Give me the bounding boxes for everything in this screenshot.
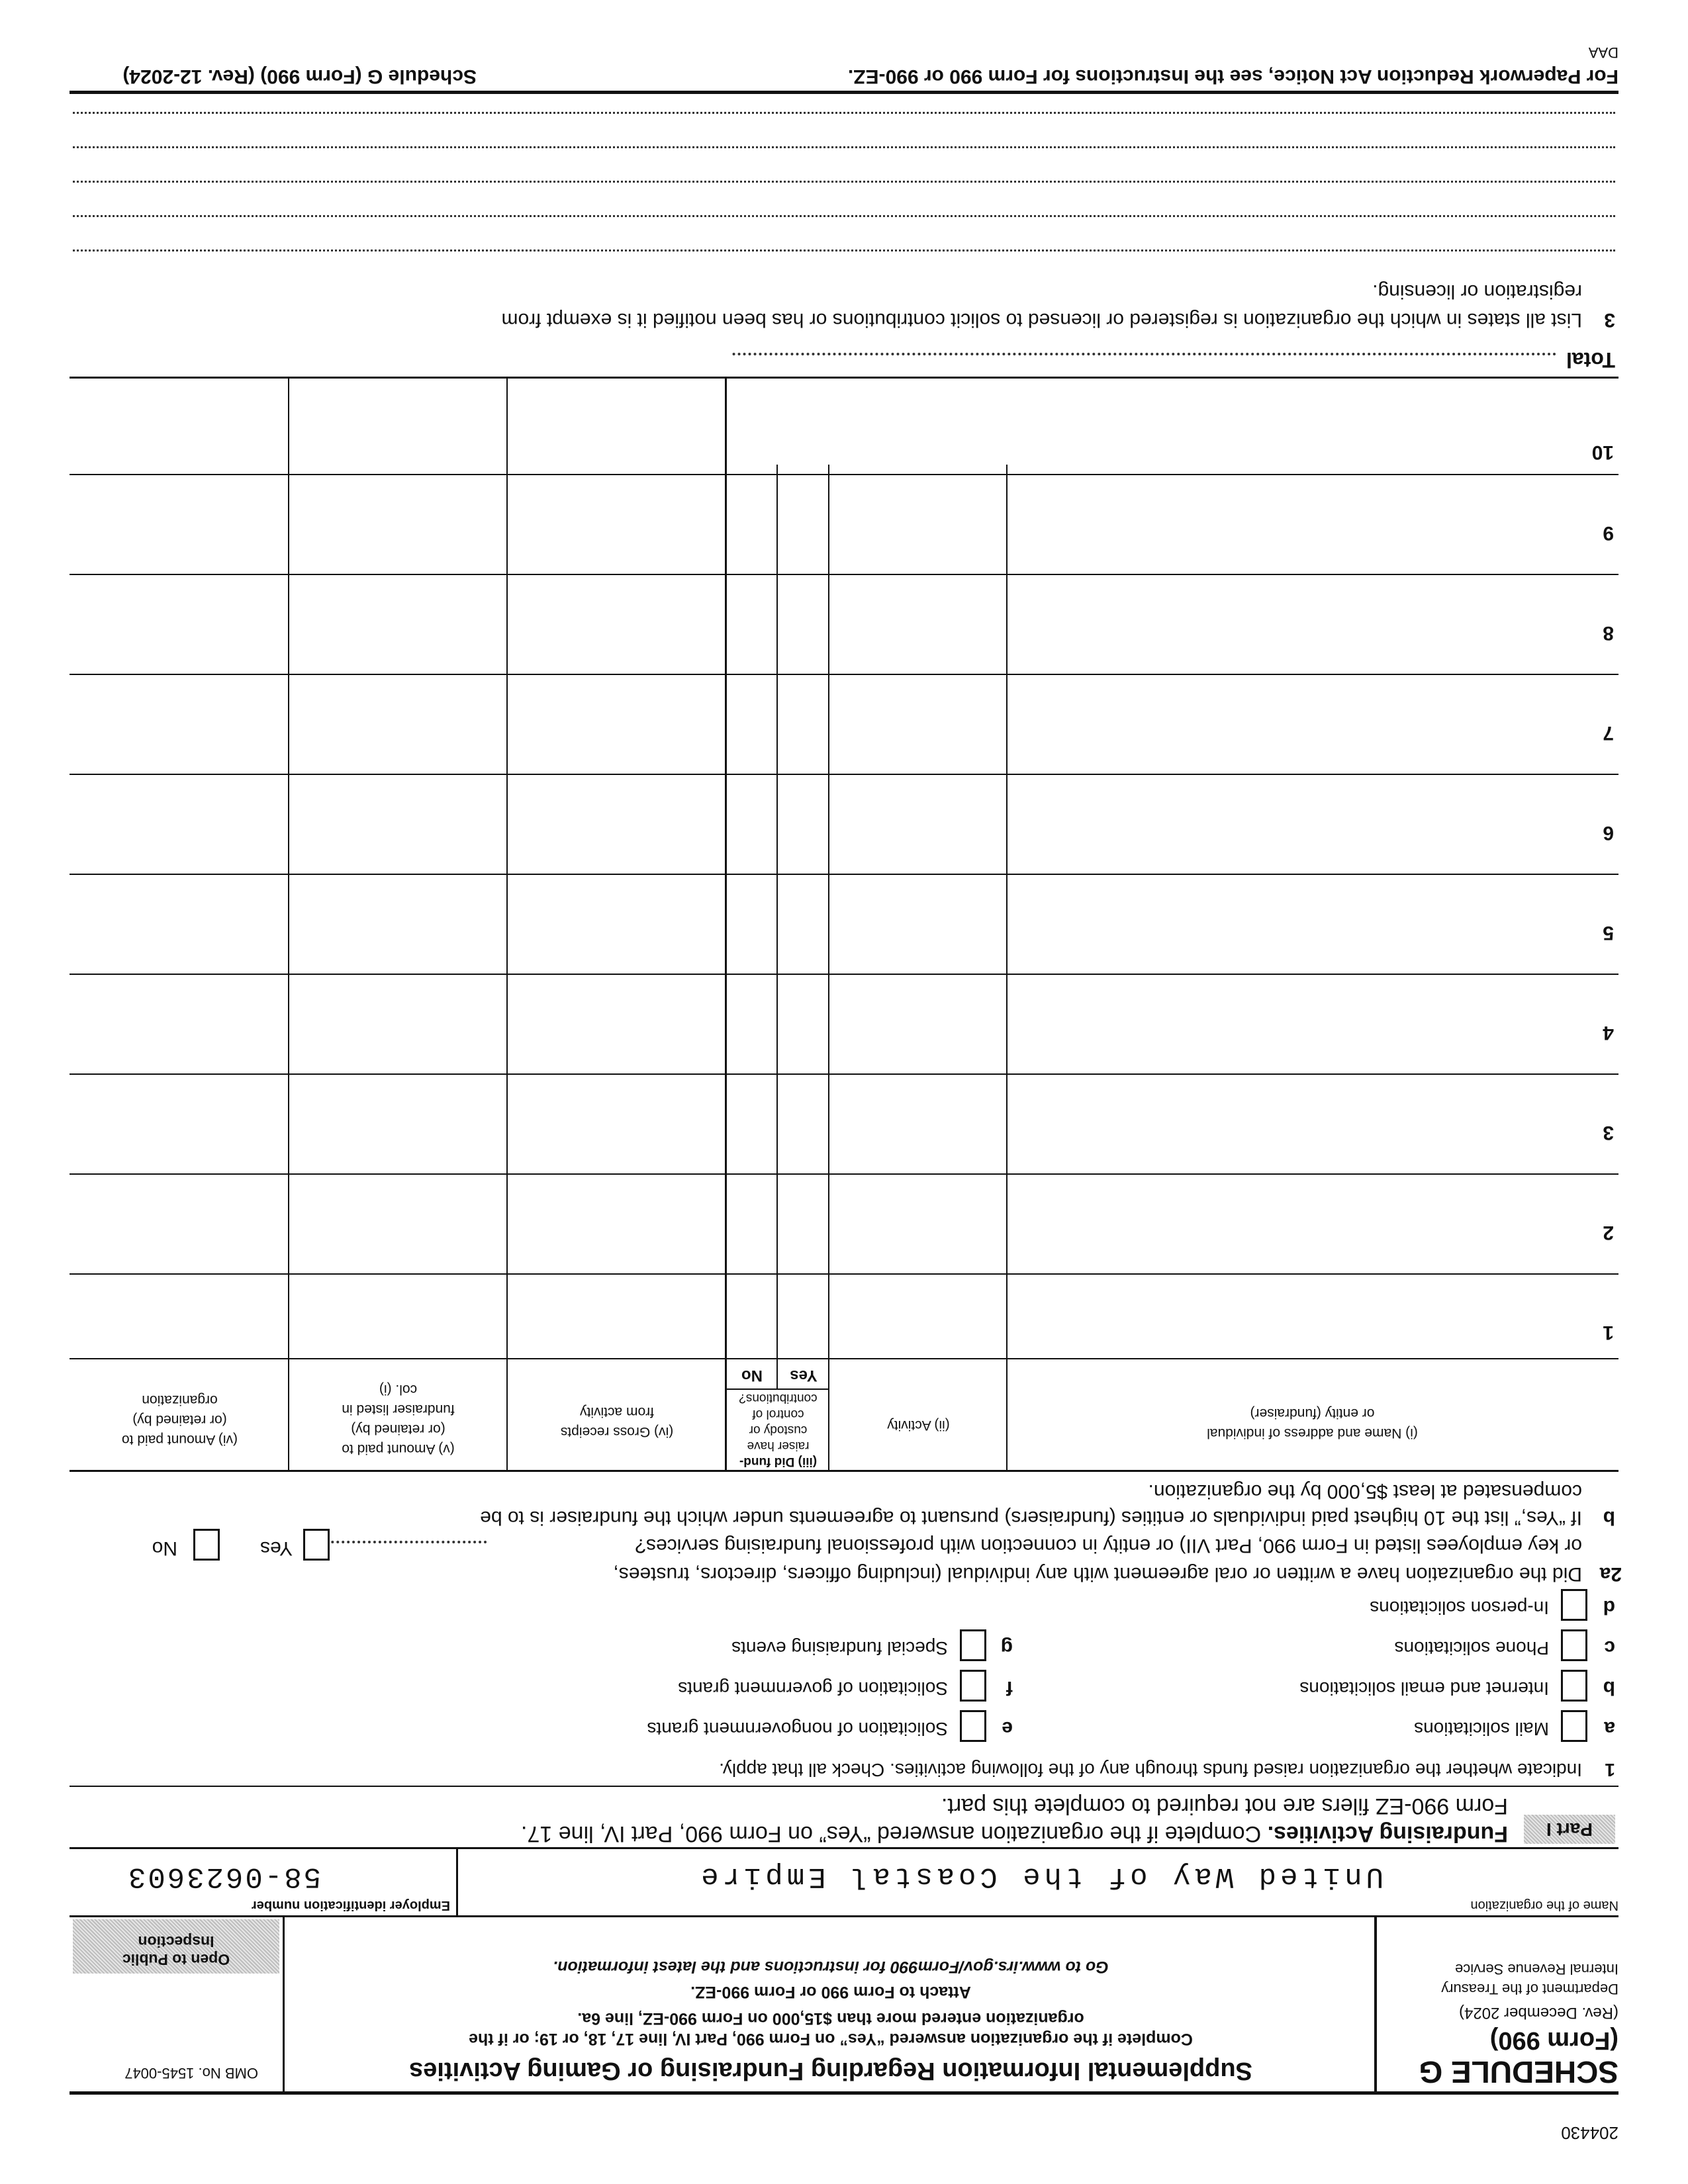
row-number-2: 2: [1603, 1222, 1614, 1244]
q2a-leader-dots: [331, 1541, 487, 1543]
col-paid-org-line2: (or retained by): [132, 1412, 227, 1428]
row-rule-4: [70, 974, 1618, 975]
row-number-9: 9: [1603, 522, 1614, 544]
q1f-letter: f: [1006, 1677, 1013, 1699]
col-custody-line1: (iii) Did fund-: [739, 1455, 818, 1469]
q2a-yes-checkbox[interactable]: [303, 1529, 330, 1561]
col-paid-org-line3: organization: [142, 1392, 218, 1408]
row-number-8: 8: [1603, 622, 1614, 644]
q1g-letter: g: [1000, 1637, 1013, 1659]
row-rule-2: [70, 1173, 1618, 1175]
instruction-attach: Attach to Form 990 or Form 990-EZ.: [690, 1983, 971, 2001]
q2a-no-label: No: [152, 1537, 177, 1559]
form-code: 204430: [1561, 2123, 1618, 2143]
col-paid-fundraiser-header: [291, 1379, 506, 1459]
row-number-1: 1: [1603, 1322, 1614, 1343]
row-number-4: 4: [1603, 1022, 1614, 1044]
q1c-letter: c: [1604, 1637, 1615, 1659]
col-paid-org-header: [72, 1390, 287, 1449]
col-divider-4: [506, 379, 508, 1472]
q1a-checkbox[interactable]: [1561, 1710, 1587, 1742]
col-custody-line5: contributions?: [739, 1391, 818, 1405]
part-title-rest: Complete if the organization answered “Yes” on Form 990, Part IV, line 17.: [520, 1821, 1268, 1846]
footer-schedule-ref: Schedule G (Form 990) (Rev. 12-2024): [122, 66, 477, 87]
states-answer-line-4[interactable]: [73, 146, 1615, 148]
col-paid-fundraiser-line1: (v) Amount paid to: [342, 1441, 455, 1457]
col-custody-line3: custody or: [749, 1423, 808, 1437]
q2a-text-line2: or key employees listed in Form 990, Part VII) or entity in connection with professional fundraising services?: [635, 1535, 1582, 1557]
q1d-letter: d: [1603, 1596, 1615, 1618]
col-divider-1: [1006, 465, 1008, 1472]
col-gross-receipts-line1: (iv) Gross receipts: [560, 1424, 674, 1439]
q1e-checkbox[interactable]: [960, 1710, 986, 1742]
q1d-label: In-person solicitations: [1370, 1598, 1549, 1618]
open-to-public-line2: Inspection: [138, 1933, 214, 1950]
part-heading-rule: [70, 1786, 1618, 1787]
org-name: United Way of the Coastal Empire: [697, 1860, 1383, 1893]
states-answer-line-5[interactable]: [73, 112, 1615, 114]
row-rule-9: [70, 474, 1618, 475]
col-divider-2: [828, 465, 829, 1472]
col-gross-receipts-header: [509, 1402, 725, 1441]
row-number-3: 3: [1603, 1122, 1614, 1144]
states-answer-line-1[interactable]: [73, 250, 1615, 251]
row-rule-5: [70, 874, 1618, 875]
q1g-checkbox[interactable]: [960, 1629, 986, 1661]
col-custody-yes: Yes: [790, 1367, 818, 1385]
q1c-label: Phone solicitations: [1394, 1638, 1549, 1659]
org-name-label: Name of the organization: [1470, 1898, 1618, 1913]
q1e-letter: e: [1002, 1717, 1013, 1739]
col-paid-fundraiser-line4: col. (i): [379, 1382, 418, 1397]
row-number-5: 5: [1603, 922, 1614, 944]
instruction-complete-2: organization entered more than $15,000 on Form 990-EZ, line 6a.: [577, 2009, 1084, 2028]
row-rule-6: [70, 774, 1618, 775]
ein-value: 58-0623603: [126, 1860, 321, 1893]
q2b-text-line1: If “Yes,” list the 10 highest paid individuals or entities (fundraisers) pursuant to agreements under which the fundraiser is to be: [480, 1507, 1582, 1529]
q1f-checkbox[interactable]: [960, 1670, 986, 1702]
q3-number: 3: [1604, 309, 1615, 331]
q2a-text-line1: Did the organization have a written or oral agreement with any individual (including officers, directors, trustees,: [613, 1563, 1582, 1585]
omb-number: OMB No. 1545-0047: [124, 2065, 258, 2081]
row-rule-7: [70, 674, 1618, 675]
row-rule-3: [70, 1073, 1618, 1075]
row-rule-1: [70, 1273, 1618, 1275]
col-custody-line4: control of: [752, 1407, 804, 1421]
col-name-header-line1: (i) Name and address of individual: [1207, 1426, 1418, 1441]
ein-label: Employer identification number: [251, 1898, 450, 1913]
header-bottom-rule: [70, 1915, 1618, 1917]
footer-rule: [70, 91, 1618, 94]
states-answer-line-3[interactable]: [73, 181, 1615, 183]
part-title: [521, 1821, 1508, 1846]
q1a-label: Mail solicitations: [1414, 1719, 1549, 1739]
col-divider-5: [288, 379, 289, 1472]
header-divider-left: [1374, 1917, 1377, 2093]
footer-paperwork: For Paperwork Reduction Act Notice, see the Instructions for Form 990 or 990-EZ.: [847, 66, 1618, 87]
col-name-header: [1009, 1403, 1615, 1443]
q3-text-line1: List all states in which the organization is registered or licensed to solicit contributions or has been notified it is exempt from: [501, 309, 1582, 331]
col-name-header-line2: or entity (fundraiser): [1250, 1406, 1375, 1421]
row-number-6: 6: [1603, 822, 1614, 844]
part-title-bold: Fundraising Activities.: [1267, 1821, 1508, 1846]
col-paid-org-line1: (vi) Amount paid to: [121, 1432, 238, 1447]
part-subtitle: Form 990-EZ filers are not required to complete this part.: [941, 1794, 1508, 1819]
col-paid-fundraiser-line3: fundraiser listed in: [342, 1402, 455, 1417]
col-custody-no: No: [741, 1367, 763, 1385]
q1d-checkbox[interactable]: [1561, 1589, 1587, 1621]
q1-text: Indicate whether the organization raised funds through any of the following activities. Check all that apply.: [719, 1760, 1582, 1780]
col-divider-yesno: [776, 465, 778, 1390]
schedule-title: SCHEDULE G: [1419, 2055, 1618, 2089]
col-divider-3: [725, 379, 727, 1472]
footer-daa: DAA: [1588, 44, 1618, 61]
department: Department of the Treasury: [1441, 1981, 1618, 1997]
col-paid-fundraiser-line2: (or retained by): [351, 1422, 445, 1437]
q3-text-line2: registration or licensing.: [1372, 281, 1582, 302]
total-bottom-rule: [70, 377, 1618, 379]
instruction-goto: Go to www.irs.gov/Form990 for instructions and the latest information.: [553, 1958, 1109, 1976]
col-custody-header: [727, 1390, 829, 1469]
instruction-complete-1: Complete if the organization answered “Yes” on Form 990, Part IV, line 17, 18, or 19; or if the: [469, 2030, 1193, 2048]
q1b-letter: b: [1603, 1677, 1615, 1699]
q2a-number: 2a: [1599, 1563, 1622, 1585]
part-label-box: [1524, 1815, 1615, 1844]
revision: (Rev. December 2024): [1459, 2004, 1618, 2022]
q2a-yes-label: Yes: [260, 1537, 293, 1559]
row-rule-8: [70, 574, 1618, 575]
q1a-letter: a: [1604, 1717, 1615, 1739]
q1b-label: Internet and email solicitations: [1299, 1678, 1549, 1699]
open-to-public-line1: Open to Public: [122, 1951, 230, 1968]
total-label: Total: [1566, 348, 1615, 372]
open-to-public-box: [73, 1919, 279, 1974]
top-rule: [70, 2091, 1618, 2095]
q2b-letter: b: [1603, 1507, 1615, 1529]
header-divider-right: [283, 1917, 285, 2093]
main-title: Supplemental Information Regarding Fundraising or Gaming Activities: [409, 2057, 1252, 2085]
states-answer-line-2[interactable]: [73, 215, 1615, 217]
row-number-10: 10: [1591, 441, 1614, 463]
row-number-7: 7: [1603, 722, 1614, 744]
org-ein-divider: [456, 1849, 458, 1917]
total-leader-dots: [731, 353, 1556, 355]
table-header-rule: [70, 1358, 1618, 1359]
table-top-rule: [70, 1470, 1618, 1472]
form-number: (Form 990): [1489, 2026, 1618, 2054]
q1-number: 1: [1605, 1760, 1615, 1780]
service: Internal Revenue Service: [1454, 1961, 1618, 1978]
q1c-checkbox[interactable]: [1561, 1629, 1587, 1661]
q1g-label: Special fundraising events: [731, 1638, 948, 1659]
q2a-no-checkbox[interactable]: [193, 1529, 220, 1561]
q1b-checkbox[interactable]: [1561, 1670, 1587, 1702]
q1e-label: Solicitation of nongovernment grants: [647, 1719, 948, 1739]
col-gross-receipts-line2: from activity: [580, 1404, 655, 1420]
q1f-label: Solicitation of government grants: [678, 1678, 948, 1699]
col-activity-header: (ii) Activity: [887, 1418, 950, 1433]
col-custody-line2: raiser have: [747, 1439, 810, 1453]
q2b-text-line2: compensated at least $5,000 by the organization.: [1148, 1480, 1582, 1502]
part-label: Part I: [1546, 1819, 1593, 1840]
org-bottom-rule: [70, 1847, 1618, 1849]
